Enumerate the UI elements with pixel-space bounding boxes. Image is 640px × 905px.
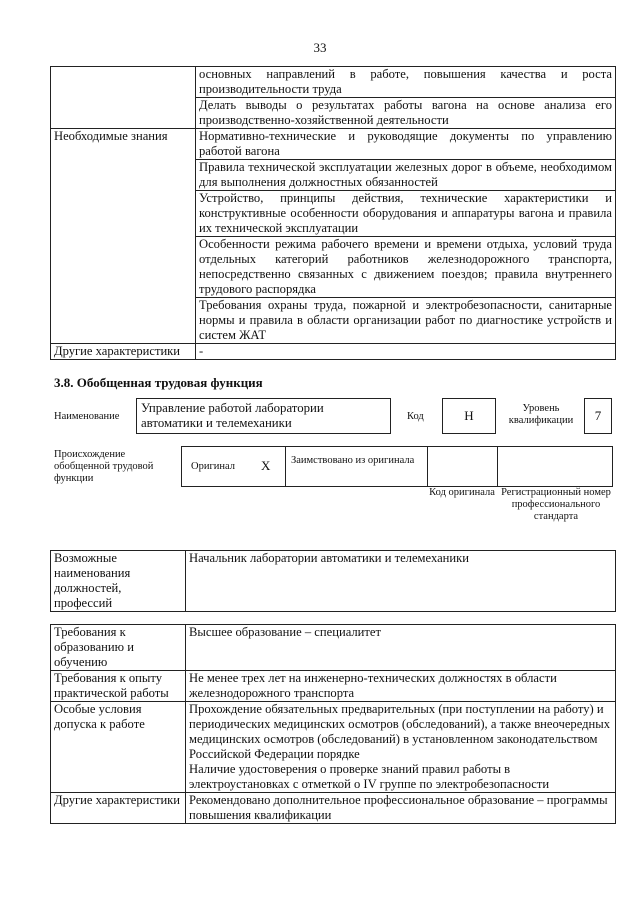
requirement-label: Особые условия допуска к работе <box>51 702 186 793</box>
function-code: H <box>442 398 496 434</box>
requirement-value: Рекомендовано дополнительное профессиональное образование – программы повышения квалификации <box>186 793 616 824</box>
row-label: Другие характеристики <box>51 344 196 360</box>
table-row <box>51 551 616 612</box>
code-original-label: Код оригинала <box>429 487 495 498</box>
table-row <box>51 98 616 129</box>
requirement-label: Другие характеристики <box>51 793 186 824</box>
page-number: 33 <box>313 40 327 55</box>
origin-label: Происхождение обобщенной трудовой функции <box>54 449 154 484</box>
table-row <box>51 344 616 360</box>
positions-table <box>50 550 616 612</box>
divider <box>285 446 286 487</box>
row-value: Требования охраны труда, пожарной и электробезопасности, санитарные нормы и правила в области организации работ по диагностике устройств и систем ЖАТ <box>196 298 616 344</box>
table-row <box>51 702 616 793</box>
table-row <box>51 625 616 671</box>
function-name: Управление работой лаборатории автоматики и телемеханики <box>136 398 391 434</box>
table-row <box>51 160 616 191</box>
row-value: Особенности режима рабочего времени и времени отдыха, условий труда отдельных категорий работников железнодорожного транспорта, непосредственно связанных с движением поездов; правила внутреннего трудового распорядка <box>196 237 616 298</box>
requirement-label: Требования к образованию и обучению <box>51 625 186 671</box>
row-label <box>51 160 196 191</box>
row-value: Устройство, принципы действия, технические характеристики и конструктивные особенности оборудования и аппаратуры вагона и правила их технической эксплуатации <box>196 191 616 237</box>
table-row <box>51 237 616 298</box>
knowledge-table <box>50 66 616 360</box>
section-title: 3.8. Обобщенная трудовая функция <box>54 375 263 390</box>
table-row <box>51 129 616 160</box>
row-label <box>51 237 196 298</box>
requirement-value: Высшее образование – специалитет <box>186 625 616 671</box>
positions-label: Возможные наименования должностей, профессий <box>51 551 186 612</box>
code-label: Код <box>407 411 424 422</box>
table-row <box>51 298 616 344</box>
reg-number-label: Регистрационный номер профессионального стандарта <box>501 487 611 522</box>
original-mark: X <box>261 458 271 473</box>
requirement-value-group <box>186 702 616 793</box>
requirement-value-2: Наличие удостоверения о проверке знаний правил работы в электроустановках с отметкой о IV группе по электробезопасности <box>189 762 550 791</box>
borrowed-label: Заимствовано из оригинала <box>291 455 415 466</box>
qualification-level: 7 <box>584 398 612 434</box>
table-row <box>51 671 616 702</box>
row-value: Правила технической эксплуатации железных дорог в объеме, необходимом для выполнения должностных обязанностей <box>196 160 616 191</box>
row-label: Необходимые знания <box>51 129 196 160</box>
requirement-label: Требования к опыту практической работы <box>51 671 186 702</box>
row-label <box>51 298 196 344</box>
positions-value: Начальник лаборатории автоматики и телемеханики <box>186 551 616 612</box>
row-value: - <box>196 344 616 360</box>
requirements-table <box>50 624 616 824</box>
divider <box>427 446 428 487</box>
row-label <box>51 98 196 129</box>
table-row <box>51 793 616 824</box>
level-label: Уровень квалификации <box>508 403 574 426</box>
requirement-value: Прохождение обязательных предварительных (при поступлении на работу) и периодических медицинских осмотров (обследований), а также внеочередных медицинских осмотров (обследований) в установленном законодательством Российской Федерации порядке <box>189 702 611 761</box>
requirement-value: Не менее трех лет на инженерно-технических должностях в области железнодорожного транспорта <box>186 671 616 702</box>
row-value: Делать выводы о результатах работы вагона на основе анализа его производственно-хозяйственной деятельности <box>196 98 616 129</box>
row-label <box>51 191 196 237</box>
row-value: Нормативно-технические и руководящие документы по управлению работой вагона <box>196 129 616 160</box>
row-value: основных направлений в работе, повышения качества и роста производительности труда <box>196 67 616 98</box>
table-row <box>51 191 616 237</box>
table-row <box>51 67 616 98</box>
divider <box>497 446 498 487</box>
original-label: Оригинал <box>191 461 235 472</box>
row-label <box>51 67 196 98</box>
name-label: Наименование <box>54 411 120 422</box>
